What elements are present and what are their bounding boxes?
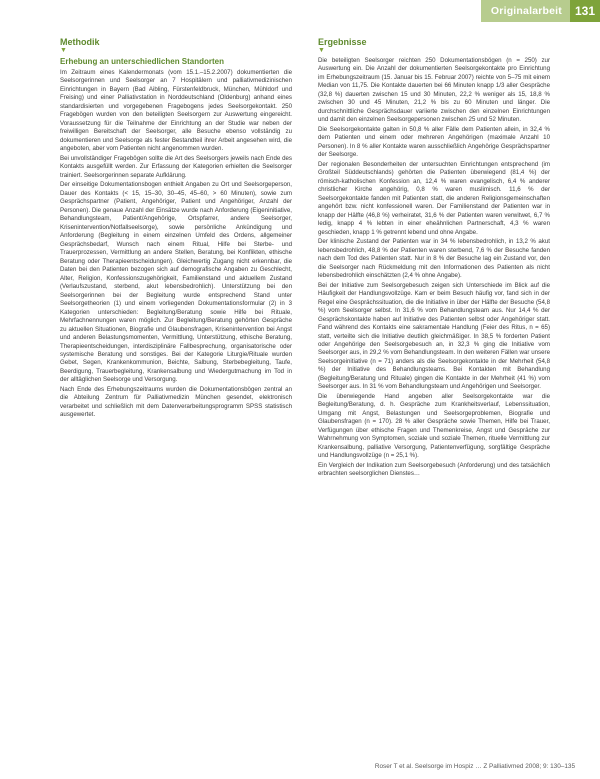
paragraph: Bei der Initiative zum Seelsorgebesuch zeigen sich Unterschiede im Blick auf die Häufigkeit der Handlungsvollzüge. Kam er beim Besuch häufig vor, fand sich in der Regel eine Gesprächssituation, die die Initiative in über der Hälfte der Besuche (54,8 %) vom Seelsorger selbst. In 31,6 % vom Behandlungsteam aus. Nur 14,4 % der Gesprächskontakte haben auf Initiative des Patienten selbst oder Angehöriger statt. Fand während des Kontakts eine sakramentale Handlung (Feier des Ritus, n = 65) statt, verteilte sich die Initiative deutlich gleichmäßiger. In 38,5 % forderten Patient oder Angehörige den Seelsorgebesuch an, in 32,3 % ging die Initiative vom Seelsorger aus, in 29,2 % vom Behandlungsteam. In den weiteren Fällen war unsere Seelsorgeinitiative (n = 71) anders als die Seelsorgekontakte in der Mehrheit (54,8 %) der Initiative des Behandlungsteams. Bei Kontakten mit Behandlung (Begleitung/Beratung und Rituale) gingen die Kontakte in der Mehrheit (41 %) vom Seelsorger aus. In 31 % vom Behandlungsteam und Angehörigen und Seelsorger. bbox=[318, 281, 550, 391]
ergebnisse-heading: Ergebnisse bbox=[318, 37, 367, 47]
paragraph: Der einseitige Dokumentationsbogen enthielt Angaben zu Ort und Seelsorgeperson, Dauer des Kontakts (< 15, 15–30, 30–45, 45–60, > 60 Minuten), sowie zum Gesprächspartner (Patient, Angehöriger, Patient und Angehöriger, Anzahl der Personen). Die genaue Anzahl der Einsätze wurde nach Anforderung (Eigeninitiative, Behandlungsteam, Patient/Angehörige, Ortspfarrer, andere Seelsorger, Krisenintervention/Notfallseelsorge), sowie persönliche Ankündigung und Anforderung (Begleitung in einem einzelnen Umfeld des Ordens, allgemeiner Gesprächsbedarf, Wunsch nach einem Ritual, Hilfe bei Sterbe- und Trauerprozessen, Vermittlung an andere Stellen, Beratung, bei Konflikten, ethische Beratung oder Therapieentscheidungen). Gleichwertig Zugang nicht erkennbar, die Daten bei den Patienten bezogen sich auf demografische Angaben zu Geschlecht, Alter, Religion, Konfessionszugehörigkeit, Familienstand und aktuellem Zustand (Verlaufszustand, sterbend, akut lebensbedrohlich). Unterstützung bei den Seelsorgerinnen bei der Begleitung wurde entsprechend Stand unter Seelsorgetheorien (1) und einem vorliegenden Dokumentationsformular (2) in 3 Kategorien unterschieden: Begleitung/Beratung sowie Hilfe bei Rituale, Mehrfachnennungen waren möglich. Zur Begleitung/Beratung gehörten Gespräche zu aktuellen Situationen, Biografie und Glaubensfragen, Krisenintervention bei Angst und anderen Belastungsmomenten, Vermittlung, Unterstützung, ethische Beratung, Therapieentscheidungen, interdisziplinäre Fallbesprechung, organisatorische oder systemische Beratung und sonstiges. Bei der Kategorie Liturgie/Rituale wurden Gebet, Segen, Krankenkommunion, Beichte, Salbung, Sterbebegleitung, Taufe, Beerdigung, Trauerbegleitung, Krankensalbung und Wiedergutmachung im Tod in der alltäglichen Seelsorge und Versorgung. bbox=[60, 181, 292, 384]
subsection-heading: Erhebung an unterschiedlichen Standorten bbox=[60, 57, 225, 66]
paragraph: Die Seelsorgekontakte galten in 50,8 % aller Fälle dem Patienten allein, in 32,4 % dem Patienten und einem oder mehreren Angehörigen (maximale Anzahl 10 Personen). In 8 % aller Kontakte waren ausschließlich Angehörige Gesprächspartner der Seelsorge. bbox=[318, 125, 550, 159]
paragraph: Im Zeitraum eines Kalendermonats (vom 15.1.–15.2.2007) dokumentierten die Seelsorgerinnen und Seelsorger an 7 Hospitälern und palliativmedizinischen Einrichtungen in Bayern (Bad Aibling, Fürstenfeldbruck, München, Mühldorf und Freising) und einer Palliativstation in Norddeutschland (Oldenburg) anhand eines standardisierten und vorgegebenen Fragebogens jedes Seelsorgekontakt. 250 Fragebögen wurden von den beteiligten Seelsorgern zur Auswertung eingereicht. Voraussetzung für die Teilnahme der Einrichtung an der Studie war neben der freiwilligen Bereitschaft der Seelsorger, alle Besuche ebenso vollständig zu dokumentieren und Seelsorge als fester Bestandteil ihrer Arbeit angesehen wird, die angeboten, aber vom Patienten nicht angenommen wurden. bbox=[60, 69, 292, 153]
paragraph: Die beteiligten Seelsorger reichten 250 Dokumentationsbögen (n = 250) zur Auswertung ein. Die Anzahl der dokumentierten Seelsorgekontakte pro Einrichtung im Erhebungszeitraum (15. Januar bis 15. Februar 2007) reichte von 5–75 mit einem Median von 11,75. Die Kontakte dauerten bei 66 Minuten knapp 1/3 aller Gespräche (32,8 %) dauerten zwischen 15 und 30 Minuten, 22,2 % weniger als 15, 18,8 % zwischen 30 und 45 Minuten, 21,2 % bis zu 60 Minuten und länger. Die durchschnittliche Gesprächsdauer variierte zwischen den einzelnen Einrichtungen und damit den einzelnen Seelsorgepersonen zwischen 25 und 52 Minuten. bbox=[318, 57, 550, 124]
section-badge: Originalarbeit bbox=[481, 0, 570, 22]
paragraph: Ein Vergleich der Indikation zum Seelsorgebesuch (Anforderung) und des tatsächlich erbrachten seelsorglichen Dienstes… bbox=[318, 461, 550, 478]
methodik-heading: Methodik bbox=[60, 37, 100, 47]
paragraph: Der regionalen Besonderheiten der untersuchten Einrichtungen entsprechend (im Großteil Süddeutschlands) gehörten die Patienten überwiegend (81,4 %) der römisch-katholischen Konfession an, 12,4 % waren evangelisch, 6,4 % anderer christlicher Kirche angehörig, 0,8 % waren muslimisch. 11,6 % der Seelsorgekontakte fanden mit Patienten statt, die anderen Religionsgemeinschaften angehört bzw. nicht konfessionell waren. Der Familienstand der Patienten war in knapp der Hälfte (46,8 %) verheiratet, 31,6 % der Patienten waren verwitwet, 6,7 % ledig, knapp 4 % lebten in einer eheähnlichen Partnerschaft, 4,3 % waren geschieden, knapp 1 % getrennt lebend und ohne Angabe. bbox=[318, 160, 550, 236]
triangle-marker-icon: ▼ bbox=[60, 47, 67, 54]
paragraph: Nach Ende des Erhebungszeitraums wurden die Dokumentationsbögen zentral an die Abteilung Zentrum für Palliativmedizin München gesendet, elektronisch verarbeitet und schließlich mit dem Datenverarbeitungsprogramm SPSS statistisch ausgewertet. bbox=[60, 385, 292, 419]
paragraph: Bei unvollständiger Fragebögen sollte die Art des Seelsorgers jeweils nach Ende des Kontakts ausgefüllt werden. Zur Erfassung der Kategorien erhielten die Seelsorger trainiert. Seelsorgerinnen separate Aufklärung. bbox=[60, 154, 292, 179]
footer-citation: Roser T et al. Seelsorge im Hospiz … Z Palliativmed 2008; 9: 130–135 bbox=[374, 763, 575, 770]
paragraph: Die überwiegende Hand angeben aller Seelsorgekontakte war die Begleitung/Beratung, d. h. Gespräche zum Krankheitsverlauf, Lebenssituation, Umgang mit Angst, Belastungen und Seelsorgeproblemen, Biografie und Glaubensfragen (n = 170). 28 % aller Gespräche sowie Themen, Hilfe bei Trauer, Verfügungen über ethische Fragen und Themenkreise, Angst und Gespräche zur Wahrnehmung von Symptomen, soziale und soziale Themen, rituelle Vermittlung zur Krankensalbung, palliative Versorgung, Patientenverfügung, sorgfältige Gespräche und Handlungsvollzüge (n = 25,1 %). bbox=[318, 392, 550, 460]
page-header bbox=[481, 0, 600, 22]
right-column bbox=[318, 37, 550, 480]
page-number: 131 bbox=[570, 0, 600, 22]
paragraph: Der klinische Zustand der Patienten war in 34 % lebensbedrohlich, in 13,2 % akut lebensbedrohlich, 48,8 % der Patienten waren sterbend, 7,6 % der Besuche fanden nach dem Tod des Patienten statt. Nur in 8 % der Besuche lag ein Zustand vor, den die Seelsorger nach Rückmeldung mit den Informationen des Patienten als nicht lebensbedrohlich einschätzten (2,4 % ohne Angabe). bbox=[318, 238, 550, 280]
triangle-marker-icon: ▼ bbox=[318, 47, 325, 54]
left-column bbox=[60, 37, 292, 421]
